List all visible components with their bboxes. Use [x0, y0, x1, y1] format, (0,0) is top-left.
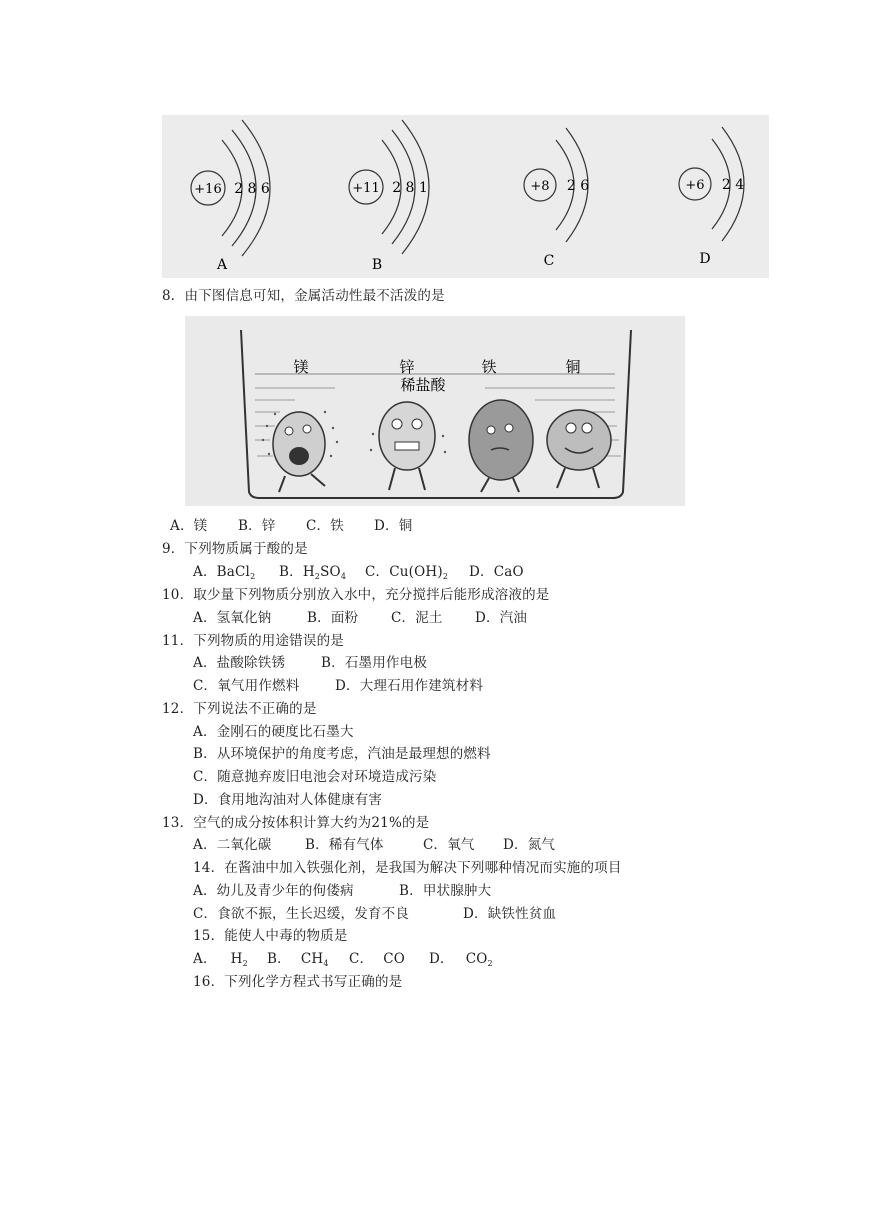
atom-b-label: B: [371, 257, 383, 273]
q9-option-c: C．Cu(OH)2: [365, 564, 449, 581]
atom-b-nucleus: +11: [352, 181, 380, 196]
atom-structure-figure: [162, 115, 769, 278]
q11-option-c: C．氧气用作燃料: [193, 678, 300, 694]
atom-d-shells: 2 4: [721, 177, 745, 193]
q8-option-a: A．镁: [170, 518, 208, 534]
q10-option-d: D．汽油: [475, 610, 528, 626]
metal-acid-figure: [185, 316, 685, 506]
question-9-stem: 9．下列物质属于酸的是: [162, 541, 308, 557]
q12-option-a: A．金刚石的硬度比石墨大: [193, 724, 354, 740]
q14-option-d: D．缺铁性贫血: [463, 906, 557, 922]
question-15-options: [193, 950, 493, 973]
question-14-row-2: [193, 905, 556, 923]
question-15-stem: 15．能使人中毒的物质是: [193, 928, 348, 944]
metal-label-mg: 镁: [293, 358, 309, 376]
question-9-options: [193, 563, 524, 586]
q9-option-b: B．H2SO4: [279, 564, 347, 581]
q12-option-b: B．从环境保护的角度考虑，汽油是最理想的燃料: [193, 746, 491, 762]
question-8-stem: 8．由下图信息可知，金属活动性最不活泼的是: [162, 288, 445, 304]
q11-option-a: A．盐酸除铁锈: [193, 655, 286, 671]
q10-option-b: B．面粉: [307, 610, 359, 626]
q13-option-b: B．稀有气体: [305, 837, 384, 853]
atom-d: [679, 127, 744, 267]
q13-option-d: D．氮气: [503, 837, 556, 853]
question-13-stem: 13．空气的成分按体积计算大约为21%的是: [162, 815, 430, 831]
question-13-options: [193, 836, 555, 854]
atom-d-label: D: [699, 251, 711, 267]
atom-a-label: A: [216, 257, 228, 273]
q12-option-d: D．食用地沟油对人体健康有害: [193, 792, 383, 808]
q9-option-d: D．CaO: [469, 564, 524, 580]
q15-option-b: B． CH4: [267, 951, 329, 968]
atom-c-nucleus: +8: [530, 179, 550, 194]
atom-b: [349, 120, 429, 273]
atom-a: [191, 120, 270, 273]
question-8-options: [170, 517, 412, 535]
atom-c-label: C: [543, 253, 555, 269]
question-10-stem: 10．取少量下列物质分别放入水中，充分搅拌后能形成溶液的是: [162, 587, 550, 603]
question-14-stem: 14．在酱油中加入铁强化剂，是我国为解决下列哪种情况而实施的项目: [193, 860, 622, 876]
question-16-stem: 16．下列化学方程式书写正确的是: [193, 974, 403, 990]
q11-option-b: B．石墨用作电极: [321, 655, 428, 671]
q15-option-d: D． CO2: [429, 951, 493, 968]
q8-option-c: C．铁: [306, 518, 344, 534]
q12-option-c: C．随意抛弃废旧电池会对环境造成污染: [193, 769, 437, 785]
metal-label-cu: 铜: [565, 358, 581, 376]
q15-option-c: C． CO: [349, 951, 406, 967]
question-12-stem: 12．下列说法不正确的是: [162, 701, 317, 717]
q10-option-a: A．氢氧化钠: [193, 610, 272, 626]
q8-option-b: B．锌: [238, 518, 276, 534]
question-11-stem: 11．下列物质的用途错误的是: [162, 633, 344, 649]
copper-character: [547, 410, 611, 488]
metal-acid-illustration: [185, 316, 685, 506]
metal-label-zn: 锌: [399, 358, 415, 376]
atom-a-shells: 2 8 6: [234, 181, 270, 197]
atom-c-shells: 2 6: [566, 178, 590, 194]
q14-option-a: A．幼儿及青少年的佝偻病: [193, 883, 354, 899]
atom-diagrams: [162, 115, 769, 278]
q13-option-a: A．二氧化碳: [193, 837, 272, 853]
question-11-row-2: [193, 677, 483, 695]
magnesium-character: [262, 411, 338, 492]
q14-option-c: C．食欲不振，生长迟缓，发育不良: [193, 906, 410, 922]
q15-option-a: A． H2: [193, 951, 248, 968]
q8-option-d: D．铜: [374, 518, 413, 534]
zinc-character: [370, 402, 446, 490]
atom-b-shells: 2 8 1: [392, 180, 428, 196]
acid-label: 稀盐酸: [400, 376, 446, 394]
q10-option-c: C．泥土: [391, 610, 443, 626]
q13-option-c: C．氧气: [423, 837, 475, 853]
q14-option-b: B．甲状腺肿大: [399, 883, 492, 899]
q11-option-d: D．大理石用作建筑材料: [335, 678, 484, 694]
question-10-options: [193, 609, 527, 627]
q9-option-a: A．BaCl2: [193, 564, 256, 581]
question-11-row-1: [193, 654, 427, 672]
iron-character: [469, 400, 533, 492]
atom-d-nucleus: +6: [685, 178, 705, 193]
atom-a-nucleus: +16: [194, 182, 222, 197]
metal-label-fe: 铁: [481, 358, 497, 376]
atom-c: [524, 128, 589, 269]
question-14-row-1: [193, 882, 491, 900]
